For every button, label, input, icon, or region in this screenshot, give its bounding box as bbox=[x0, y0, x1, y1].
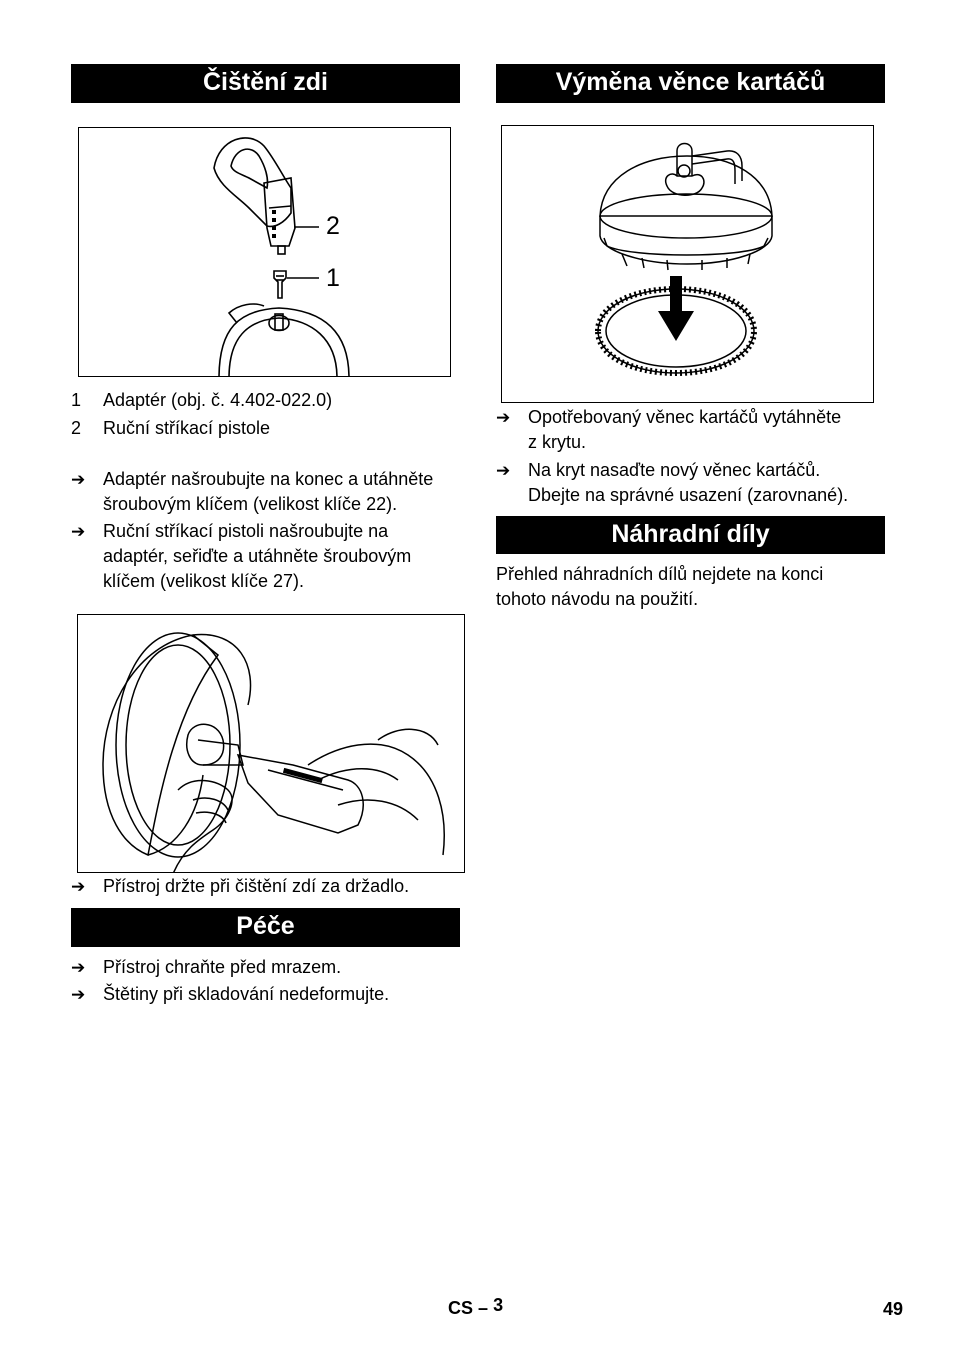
arrow-icon: ➔ bbox=[71, 522, 86, 541]
step-line: adaptér, seřiďte a utáhněte šroubovým bbox=[103, 546, 412, 566]
step-line: Ruční stříkací pistoli našroubujte na bbox=[103, 521, 389, 541]
heading-wall-cleaning: Čištění zdi bbox=[71, 64, 460, 103]
callout-1: 1 bbox=[326, 264, 340, 292]
instruction-step bbox=[71, 874, 460, 899]
heading-brush-replace: Výměna věnce kartáčů bbox=[496, 64, 885, 103]
footer-section-page: 3 bbox=[493, 1295, 504, 1315]
legend-text: Ruční stříkací pistole bbox=[103, 418, 271, 438]
instruction-step bbox=[496, 458, 885, 508]
instruction-step bbox=[71, 982, 460, 1007]
step-line: klíčem (velikost klíče 27). bbox=[103, 571, 305, 591]
figure-gun-adapter bbox=[78, 127, 451, 377]
legend-text: Adaptér (obj. č. 4.402-022.0) bbox=[103, 390, 333, 410]
figure-holding-device bbox=[77, 614, 465, 873]
legend-item bbox=[71, 417, 460, 439]
step-text: Přístroj držte při čištění zdí za držadlo. bbox=[103, 876, 410, 896]
figure-brush-ring bbox=[501, 125, 874, 403]
step-line: Na kryt nasaďte nový věnec kartáčů. bbox=[528, 460, 821, 480]
heading-spare-parts: Náhradní díly bbox=[496, 516, 885, 554]
step-text bbox=[103, 519, 411, 594]
paragraph-line: tohoto návodu na použití. bbox=[496, 589, 699, 609]
arrow-icon: ➔ bbox=[71, 877, 86, 896]
footer-dash: – bbox=[478, 1298, 489, 1318]
footer-section-label bbox=[448, 1295, 504, 1319]
step-text bbox=[528, 405, 841, 455]
arrow-icon: ➔ bbox=[496, 461, 511, 480]
instruction-step bbox=[496, 405, 885, 455]
step-line: z krytu. bbox=[528, 432, 587, 452]
instruction-step bbox=[71, 955, 460, 980]
step-text bbox=[528, 458, 848, 508]
arrow-icon: ➔ bbox=[71, 470, 86, 489]
arrow-icon: ➔ bbox=[496, 408, 511, 427]
footer-section: CS bbox=[448, 1298, 474, 1318]
step-line: šroubovým klíčem (velikost klíče 22). bbox=[103, 494, 398, 514]
paragraph-line: Přehled náhradních dílů nejdete na konci bbox=[496, 564, 824, 584]
step-text: Štětiny při skladování nedeformujte. bbox=[103, 984, 390, 1004]
instruction-step bbox=[71, 467, 460, 517]
instruction-step bbox=[71, 519, 460, 594]
heading-care: Péče bbox=[71, 908, 460, 947]
step-text bbox=[103, 467, 433, 517]
legend-number: 2 bbox=[71, 418, 82, 438]
page-number: 49 bbox=[883, 1299, 904, 1319]
step-text: Přístroj chraňte před mrazem. bbox=[103, 957, 342, 977]
step-line: Opotřebovaný věnec kartáčů vytáhněte bbox=[528, 407, 842, 427]
legend-number: 1 bbox=[71, 390, 82, 410]
callout-2: 2 bbox=[326, 212, 340, 240]
arrow-icon: ➔ bbox=[71, 958, 86, 977]
step-line: Dbejte na správné usazení (zarovnané). bbox=[528, 485, 849, 505]
spare-parts-text bbox=[496, 562, 885, 612]
legend-item bbox=[71, 389, 460, 411]
step-line: Adaptér našroubujte na konec a utáhněte bbox=[103, 469, 434, 489]
arrow-icon: ➔ bbox=[71, 985, 86, 1004]
